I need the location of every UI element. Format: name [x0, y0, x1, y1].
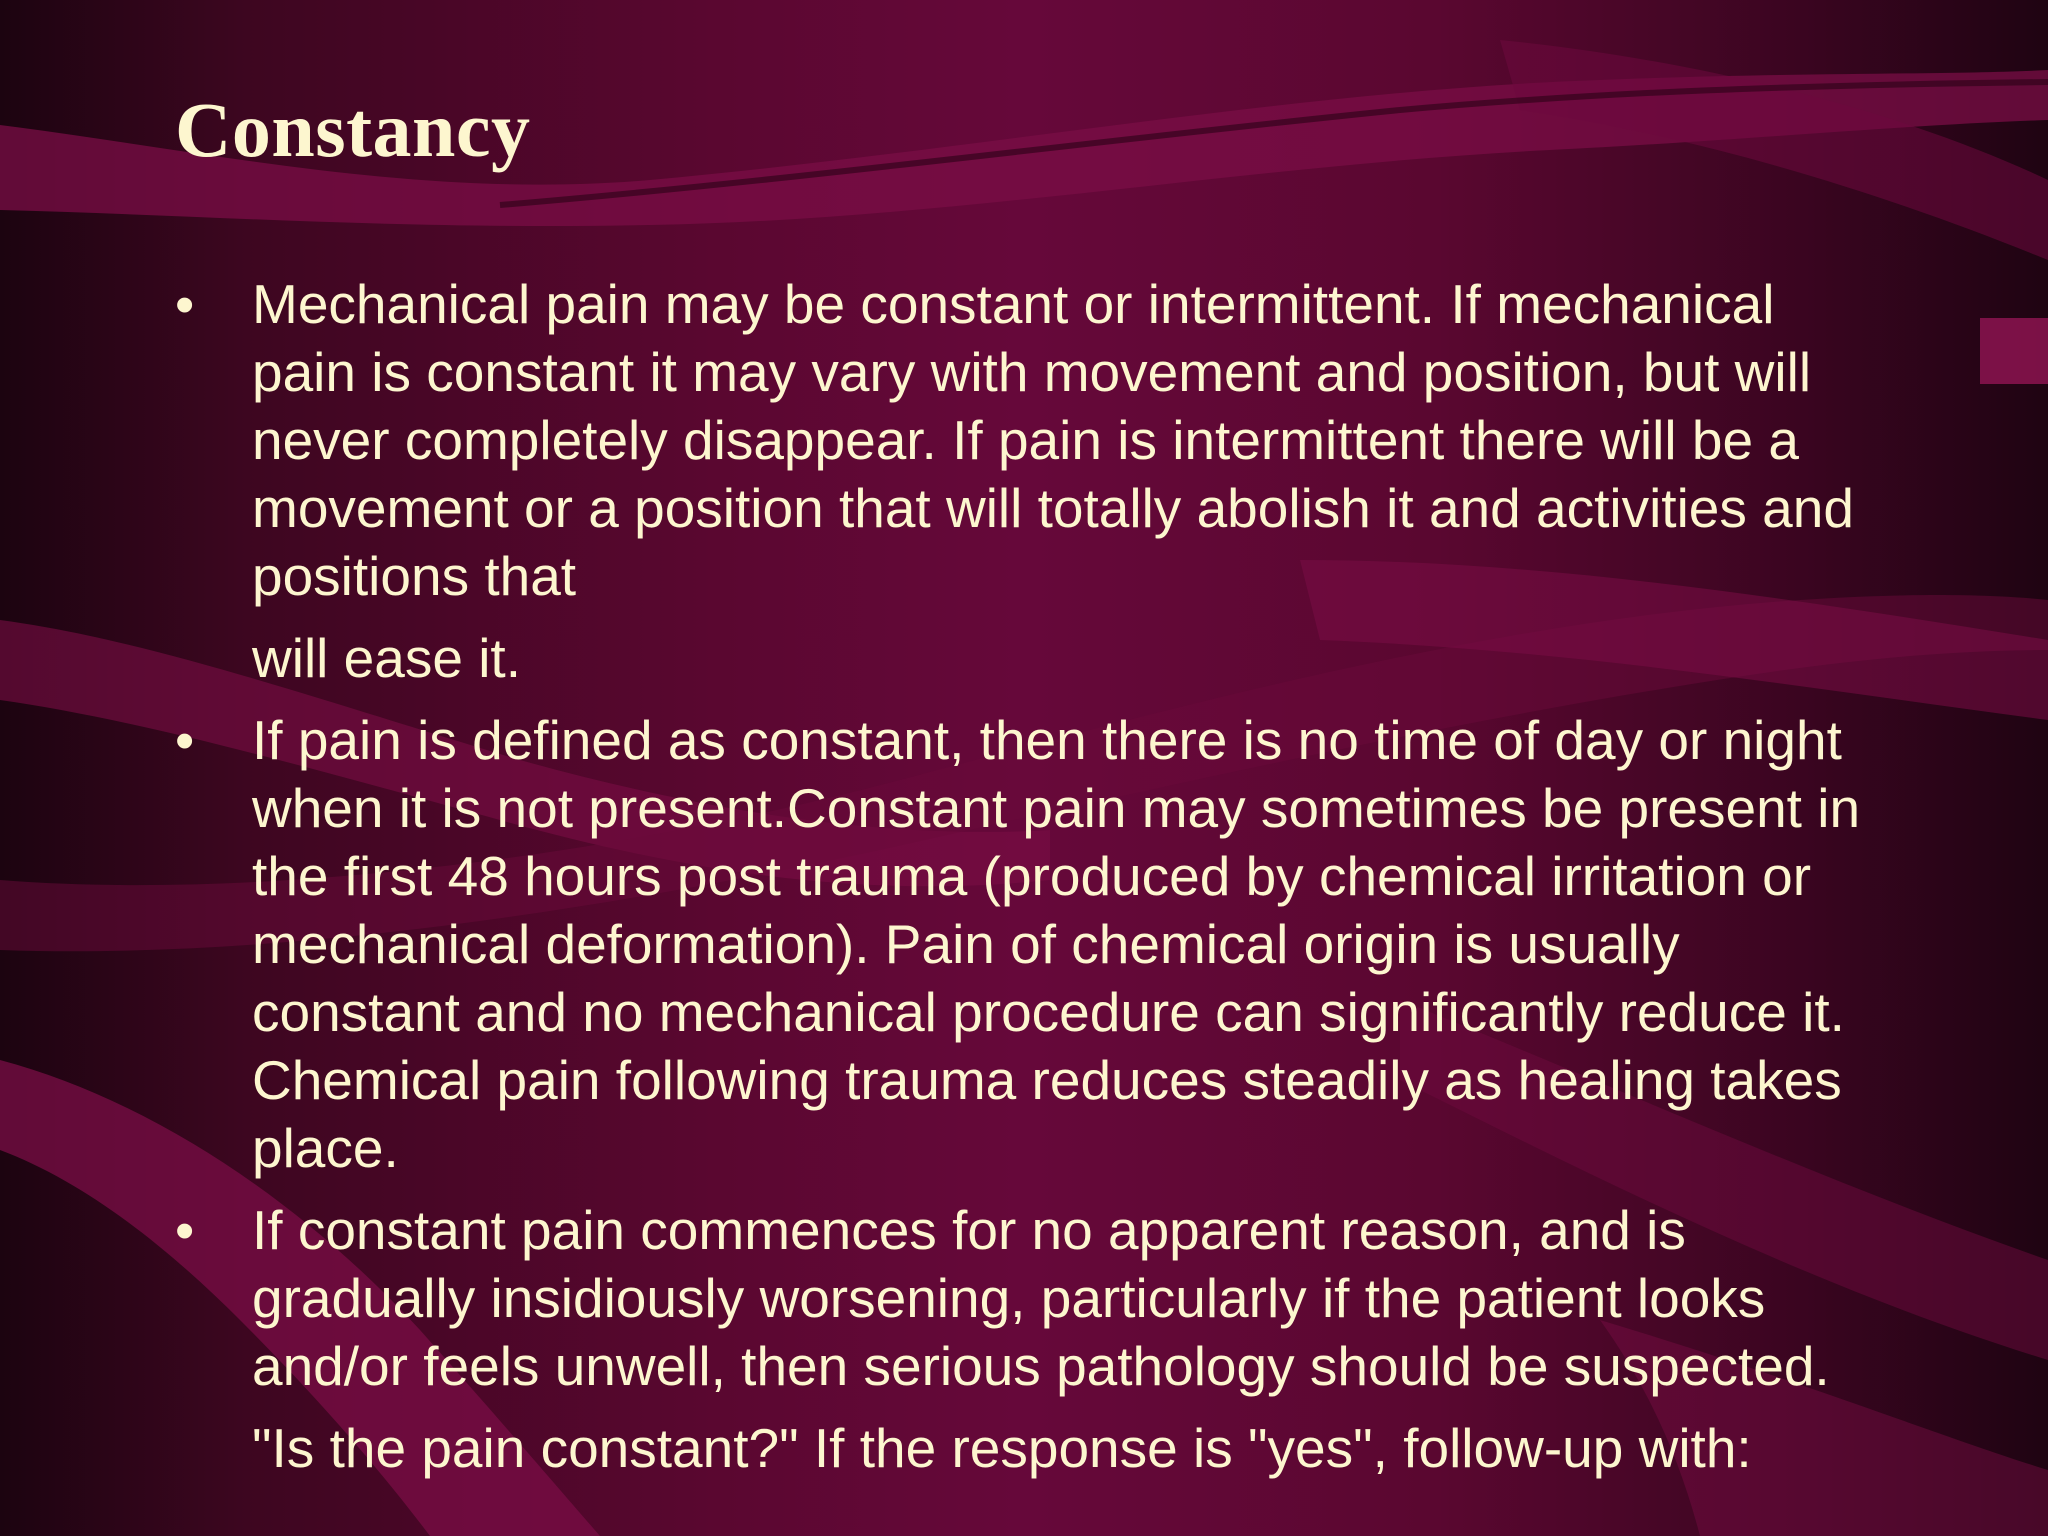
bullet-icon: • — [175, 709, 195, 771]
slide-content — [175, 270, 1875, 1482]
bullet-text: If pain is defined as constant, then there is no time of day or night when it is not present.Constant pain may sometimes be present in the first 48 hours post trauma (produced by chemical irritation or mechanical deformation). Pain of chemical origin is usually constant and no mechanical procedure can significantly reduce it. Chemical pain following trauma reduces steadily as healing takes place. — [252, 709, 1861, 1179]
bullet-item — [175, 706, 1875, 1182]
bullet-icon: • — [175, 273, 195, 335]
continuation-text: "Is the pain constant?" If the response is "yes", follow-up with: — [252, 1417, 1752, 1479]
slide-title: Constancy — [175, 86, 531, 173]
bullet-text: Mechanical pain may be constant or intermittent. If mechanical pain is constant it may vary with movement and position, but will never completely disappear. If pain is intermittent there will be a movement or a position that will totally abolish it and activities and positions that — [252, 273, 1854, 607]
bullet-text: If constant pain commences for no apparent reason, and is gradually insidiously worsening, particularly if the patient looks and/or feels unwell, then serious pathology should be suspected. — [252, 1199, 1830, 1397]
edge-accent — [1980, 318, 2048, 384]
bullet-item — [175, 1196, 1875, 1400]
bullet-item — [175, 270, 1875, 610]
continuation-text: will ease it. — [252, 627, 521, 689]
bullet-icon: • — [175, 1199, 195, 1261]
